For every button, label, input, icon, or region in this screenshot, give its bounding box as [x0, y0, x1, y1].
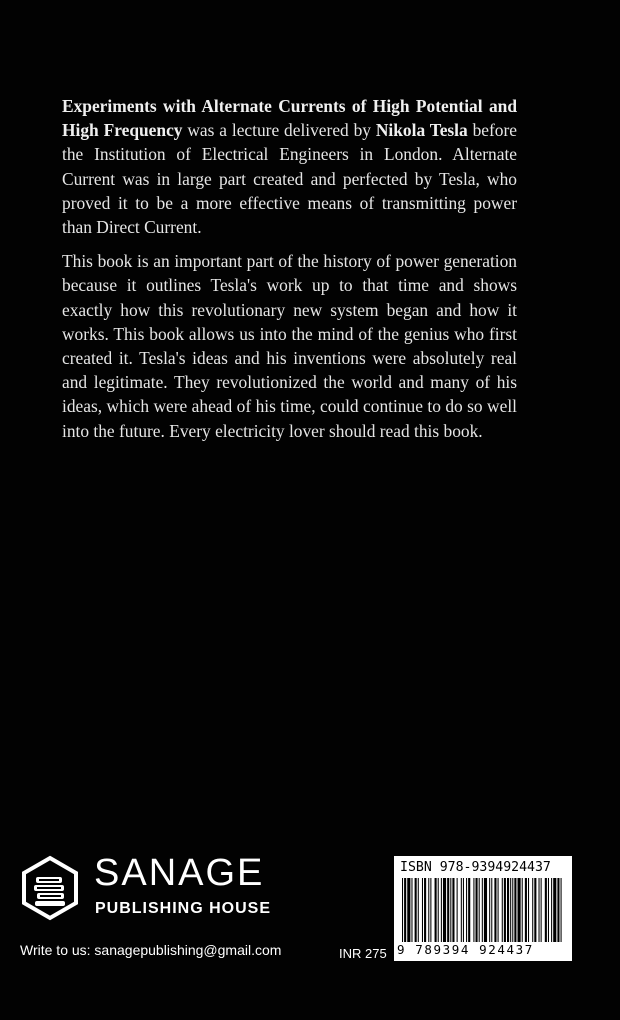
- barcode-bar: [522, 878, 523, 942]
- barcode-bar: [532, 878, 533, 942]
- barcode-bar: [404, 878, 406, 942]
- isbn-label: ISBN 978-9394924437: [400, 860, 551, 875]
- barcode-bar: [411, 878, 412, 942]
- barcode-bar: [502, 878, 503, 942]
- barcode-bar: [476, 878, 478, 942]
- barcode-bar: [561, 878, 562, 942]
- isbn-digits: 9 789394 924437: [397, 942, 534, 957]
- barcode-bar: [498, 878, 499, 942]
- barcode-bar: [494, 878, 496, 942]
- author-name-bold: Nikola Tesla: [375, 120, 468, 141]
- barcode-bar: [489, 878, 490, 942]
- barcode-bar: [507, 878, 509, 942]
- barcode-bar: [482, 878, 483, 942]
- barcode-bar: [452, 878, 454, 942]
- barcode-bar: [415, 878, 417, 942]
- barcode-bar: [545, 878, 547, 942]
- book-title-bold: Experiments with Alternate Currents of High Potential and High Frequency: [62, 96, 517, 141]
- barcode-bar: [512, 878, 513, 942]
- barcode-bar: [402, 878, 403, 942]
- barcode-bar: [466, 878, 467, 942]
- barcode-bar: [418, 878, 419, 942]
- barcode-bar: [504, 878, 506, 942]
- barcode-bar: [468, 878, 470, 942]
- barcode-bar: [510, 878, 511, 942]
- blurb-paragraph-1: [62, 94, 517, 239]
- barcode-bar: [443, 878, 446, 942]
- barcode-bar: [438, 878, 439, 942]
- barcode-bar: [539, 878, 540, 942]
- barcode-bar: [461, 878, 462, 942]
- barcode-bar: [525, 878, 527, 942]
- barcode-bar: [491, 878, 492, 942]
- barcode-bar: [447, 878, 449, 942]
- barcode-bar: [430, 878, 431, 942]
- barcode-bar: [422, 878, 423, 942]
- barcode-bar: [441, 878, 442, 942]
- blurb-text-segment: before the Institution of Electrical Engineers in London. Alternate Current was in large part created and perfected by Tesla, who proved it to be a more effective means of transmitting power than Direct Current.: [62, 120, 517, 238]
- barcode-bar: [463, 878, 464, 942]
- blurb-text-segment: was a lecture delivered by: [182, 120, 376, 141]
- price-label: INR 275: [339, 946, 387, 961]
- barcode-bar: [518, 878, 521, 942]
- barcode-bar: [479, 878, 480, 942]
- barcode-bar: [435, 878, 437, 942]
- publisher-name: SANAGE: [94, 852, 265, 894]
- barcode-bar: [541, 878, 542, 942]
- books-hexagon-icon: [20, 855, 80, 921]
- barcode-bar: [484, 878, 487, 942]
- barcode-bar: [553, 878, 556, 942]
- blurb-text: [62, 94, 517, 453]
- barcode-bars: [400, 878, 566, 942]
- barcode-bar: [534, 878, 536, 942]
- barcode-bar: [557, 878, 559, 942]
- barcode-bar: [548, 878, 549, 942]
- barcode-bar: [473, 878, 474, 942]
- blurb-paragraph-2: This book is an important part of the history of power generation because it outlines Tesla's work up to that time and shows exactly how this revolutionary new system began and how it works. This book allows us into the mind of the genius who first created it. Tesla's ideas and his inventions were absolutely real and legitimate. They revolutionized the world and many of his ideas, which were ahead of his time, could continue to do so well into the future. Every electricity lover should read this book.: [62, 251, 517, 441]
- isbn-barcode: [394, 856, 572, 961]
- barcode-bar: [457, 878, 458, 942]
- publisher-subtitle: PUBLISHING HOUSE: [95, 900, 272, 917]
- barcode-bar: [528, 878, 529, 942]
- barcode-bar: [514, 878, 516, 942]
- publisher-contact: Write to us: sanagepublishing@gmail.com: [20, 942, 282, 958]
- barcode-bar: [424, 878, 426, 942]
- barcode-bar: [450, 878, 451, 942]
- barcode-bar: [551, 878, 552, 942]
- barcode-bar: [407, 878, 410, 942]
- barcode-bar: [428, 878, 429, 942]
